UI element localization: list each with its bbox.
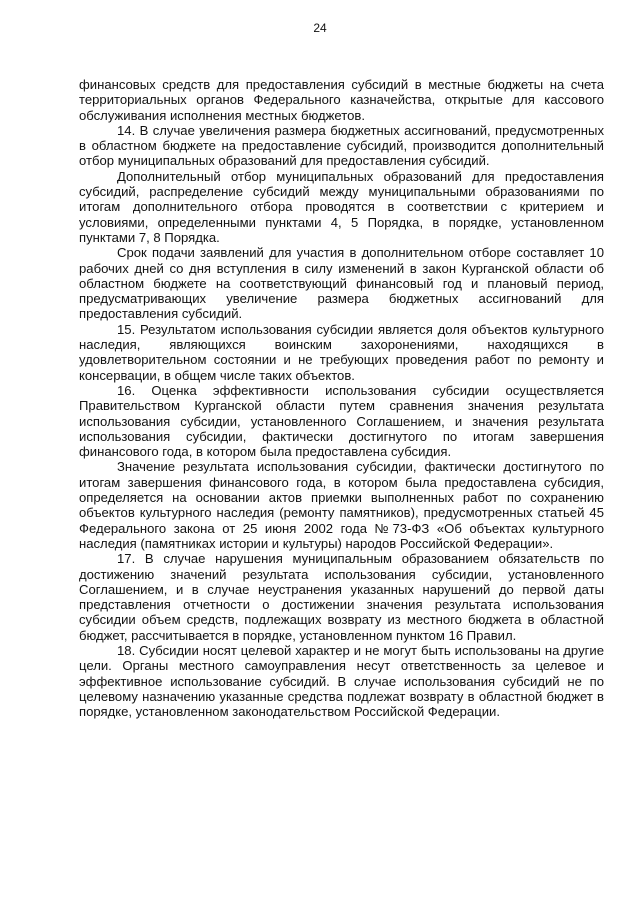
paragraph-continuation: финансовых средств для предоставления субсидий в местные бюджеты на счета территориальных органов Федерального казначейства, открытые для кассового обслуживания исполнения местных бюджетов. [79, 77, 604, 123]
paragraph-result-value: Значение результата использования субсидии, фактически достигнутого по итогам завершения финансового года, в котором была предоставлена субсидия, определяется на основании актов приемки выполненных работ по сохранению объектов культурного наследия (ремонту памятников), предусмотренных статьей 45 Федерального закона от 25 июня 2002 года №73-ФЗ «Об объектах культурного наследия (памятниках истории и культуры) народов Российской Федерации». [79, 459, 604, 551]
paragraph-application-deadline: Срок подачи заявлений для участия в дополнительном отборе составляет 10 рабочих дней со дня вступления в силу изменений в закон Курганской области об областном бюджете на соответствующий финансовый год и плановый период, предусматривающих увеличение размера бюджетных ассигнований для предоставления субсидий. [79, 245, 604, 322]
paragraph-item-16: 16. Оценка эффективности использования субсидии осуществляется Правительством Курганской области путем сравнения значения результата использования субсидии, установленного Соглашением, и значения результата использования субсидии, фактически достигнутого по итогам завершения финансового года, в котором была предоставлена субсидия. [79, 382, 604, 460]
paragraph-item-14: 14. В случае увеличения размера бюджетных ассигнований, предусмотренных в областном бюджете на предоставление субсидий, производится дополнительный отбор муниципальных образований для предоставления субсидий. [79, 122, 604, 169]
paragraph-item-18: 18. Субсидии носят целевой характер и не могут быть использованы на другие цели. Органы местного самоуправления несут ответственность за целевое и эффективное использование субсидий. В случае использования субсидий не по целевому назначению указанные средства подлежат возврату в областной бюджет в порядке, установленном законодательством Российской Федерации. [79, 642, 604, 720]
paragraph-item-15: 15. Результатом использования субсидии является доля объектов культурного наследия, являющихся воинским захоронениями, находящихся в удовлетворительном состоянии и не требующих проведения работ по ремонту и консервации, в общем числе таких объектов. [79, 321, 604, 383]
document-body [79, 77, 604, 719]
paragraph-item-17: 17. В случае нарушения муниципальным образованием обязательств по достижению значений результата использования субсидии, установленного Соглашением, и в случае неустранения указанных нарушений до первой даты представления отчетности о достижении значения результата использования субсидии объем средств, подлежащих возврату из местного бюджета в областной бюджет, рассчитывается в порядке, установленном пунктом 16 Правил. [79, 551, 604, 643]
page-number: 24 [313, 21, 327, 35]
paragraph-additional-selection: Дополнительный отбор муниципальных образований для предоставления субсидий, распределение субсидий между муниципальными образованиями по итогам дополнительного отбора проводятся в соответствии с критерием и условиями, определенными пунктами 4, 5 Порядка, в порядке, установленном пунктами 7, 8 Порядка. [79, 168, 604, 245]
